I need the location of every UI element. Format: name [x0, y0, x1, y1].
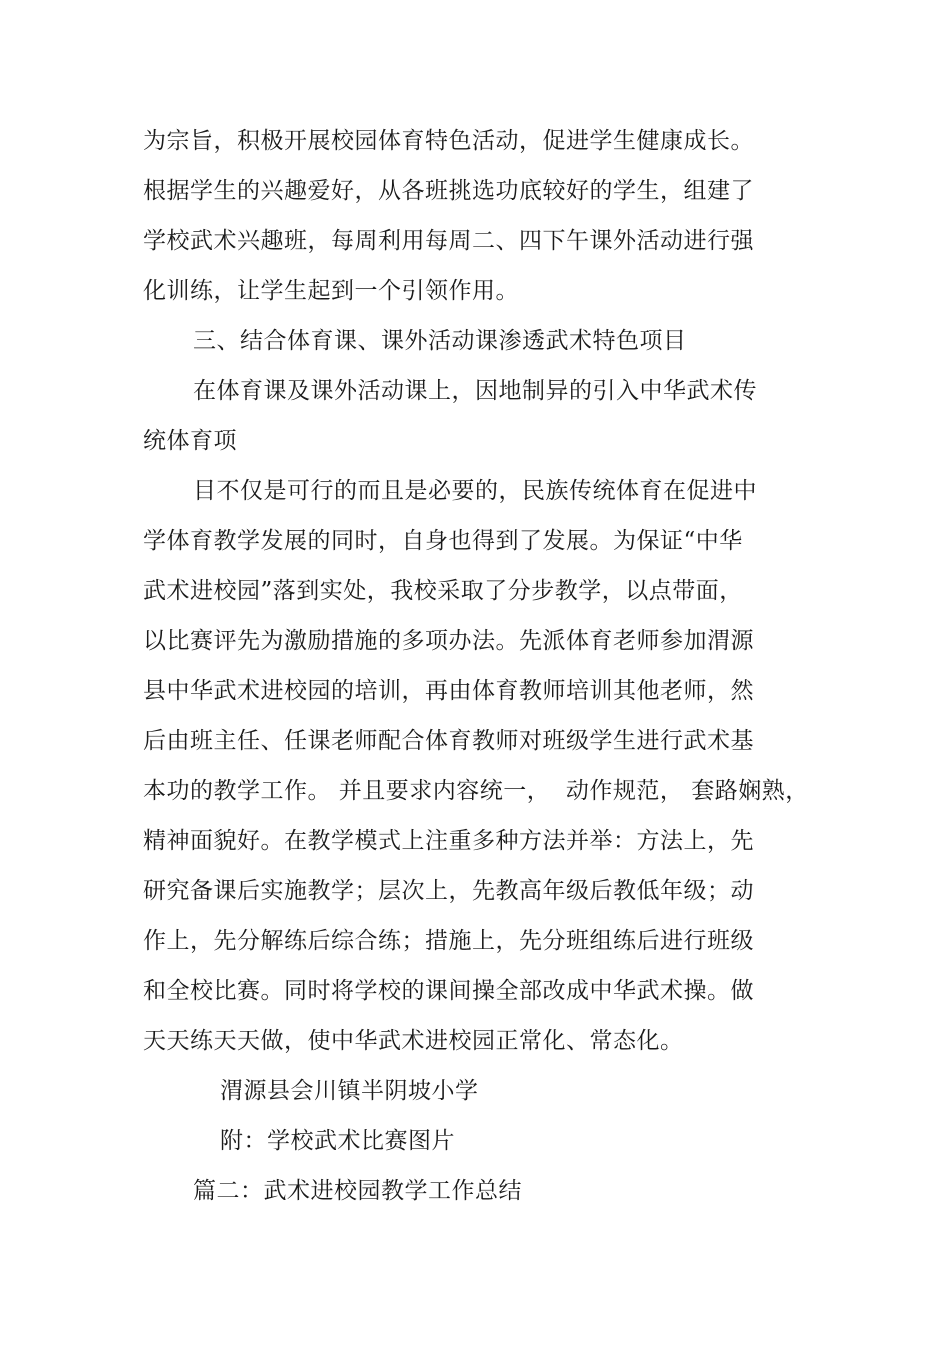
text-line: 为宗旨，积极开展校园体育特色活动，促进学生健康成长。 — [143, 128, 754, 154]
text-line: 和全校比赛。同时将学校的课间操全部改成中华武术操。做 — [143, 978, 754, 1004]
text-line: 统体育项 — [143, 428, 237, 454]
text-line: 目不仅是可行的而且是必要的，民族传统体育在促进中 — [193, 478, 757, 504]
text-line: 化训练，让学生起到一个引领作用。 — [143, 278, 519, 304]
text-line: 天天练天天做，使中华武术进校园正常化、常态化。 — [143, 1028, 684, 1054]
text-line: 作上，先分解练后综合练；措施上，先分班组练后进行班级 — [143, 928, 754, 954]
text-line: 在体育课及课外活动课上，因地制异的引入中华武术传 — [193, 378, 757, 404]
text-line: 研究备课后实施教学；层次上，先教高年级后教低年级；动 — [143, 878, 754, 904]
attachment-note: 附：学校武术比赛图片 — [220, 1128, 455, 1154]
text-line: 以比赛评先为激励措施的多项办法。先派体育老师参加渭源 — [143, 628, 754, 654]
text-line: 学校武术兴趣班，每周利用每周二、四下午课外活动进行强 — [143, 228, 754, 254]
text-line: 本功的教学工作。 并且要求内容统一， 动作规范， 套路娴熟， — [143, 778, 809, 804]
next-article-title: 篇二：武术进校园教学工作总结 — [193, 1178, 522, 1204]
signature-school-name: 渭源县会川镇半阴坡小学 — [220, 1078, 479, 1104]
text-line: 学体育教学发展的同时，自身也得到了发展。为保证“中华 — [143, 528, 743, 554]
text-line: 精神面貌好。在教学模式上注重多种方法并举：方法上，先 — [143, 828, 754, 854]
text-line: 后由班主任、任课老师配合体育教师对班级学生进行武术基 — [143, 728, 754, 754]
section-heading: 三、结合体育课、课外活动课渗透武术特色项目 — [193, 328, 687, 354]
text-line: 县中华武术进校园的培训，再由体育教师培训其他老师，然 — [143, 678, 754, 704]
text-line: 根据学生的兴趣爱好，从各班挑选功底较好的学生，组建了 — [143, 178, 754, 204]
text-line: 武术进校园”落到实处，我校采取了分步教学，以点带面， — [143, 578, 743, 604]
